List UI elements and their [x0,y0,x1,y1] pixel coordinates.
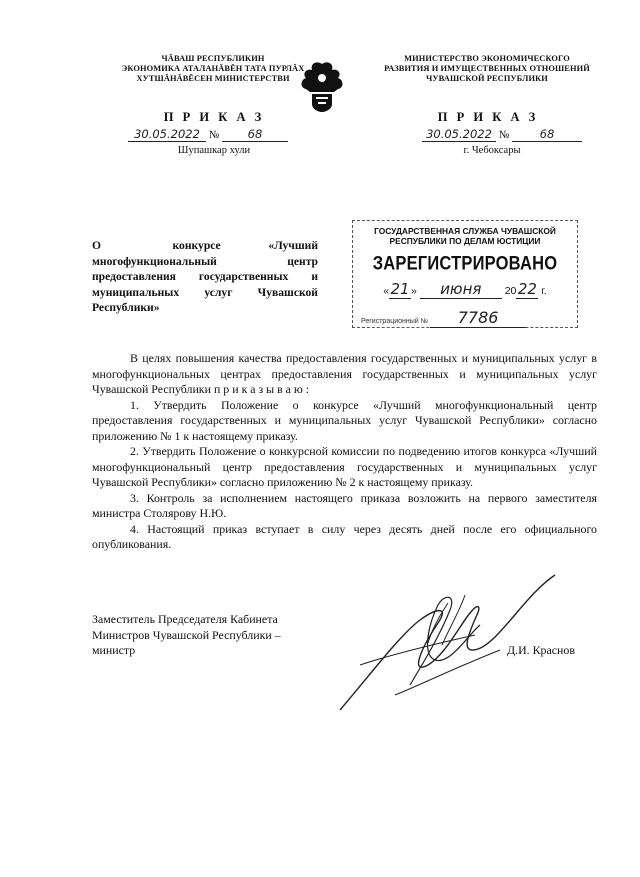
signer-name: Д.И. Краснов [507,643,575,657]
order-title-right: П Р И К А З [437,110,539,124]
order-date-right: 30.05.2022 [422,127,496,142]
stamp-year-prefix: 20 [504,285,517,297]
subject-line: Республики» [92,301,160,314]
subject-line: муниципальных услуг Чувашской [92,285,318,299]
signer-position-line: Министров Чувашской Республики – [92,627,281,642]
preamble-text: В целях повышения качества предоставления государственных и муниципальных услуг в многофункциональных центрах предоставления государственных и муниципальных услуг Чувашской Республики [92,351,597,396]
handwritten-signature [300,565,560,715]
signer-position-line: министр [92,643,136,657]
body-item: 1. Утвердить Положение о конкурсе «Лучший многофункциональный центр предоставления государственных и муниципальных услуг Чувашской Республики» согласно приложению № 1 к настоящему приказу. [92,397,597,443]
signer-position [92,612,281,659]
order-place-right: г. Чебоксары [463,145,521,156]
stamp-registered: ЗАРЕГИСТРИРОВАНО [372,253,558,275]
body-item: 2. Утвердить Положение о конкурсной комиссии по подведению итогов конкурса «Лучший многофункциональный центр предоставления государственных и муниципальных услуг Чувашской Республики» согласно приложению № 2 к настоящему приказу. [92,444,597,489]
registration-stamp [352,220,578,328]
body-paragraph [92,351,597,398]
header-left-block [98,54,328,84]
body-item: 4. Настоящий приказ вступает в силу через десять дней после его официального опубликования. [92,521,597,551]
stamp-reg-label: Регистрационный № [361,318,429,325]
stamp-year-suffix: 22 [517,280,537,298]
stamp-reg-line [353,308,577,328]
header-left-line: ХУТШĂНĂВĔСЕН МИНИСТЕРСТВИ [136,74,290,83]
chuvash-emblem-icon [296,58,348,114]
order-number-right: 68 [512,127,582,142]
stamp-month: июня [420,280,502,299]
order-subject [92,238,318,316]
header-left-line: ЭКОНОМИКА АТАЛАНĂВĔН ТАТА ПУРЛĂХ [121,64,305,73]
order-title-left: П Р И К А З [163,110,265,124]
header-left-line: ЧĂВАШ РЕСПУБЛИКИН [161,54,265,63]
signer-position-line: Заместитель Председателя Кабинета [92,612,278,626]
subject-line: предоставления государственных и [92,270,318,283]
stamp-date-line: «21» июня 2022 г. [383,280,547,298]
order-number-left: 68 [222,127,288,142]
subject-line: многофункциональный центр [92,254,318,268]
number-sign-right: № [498,129,510,141]
header-right-line: РАЗВИТИЯ И ИМУЩЕСТВЕННЫХ ОТНОШЕНИЙ [384,64,590,73]
stamp-header-line: РЕСПУБЛИКИ ПО ДЕЛАМ ЮСТИЦИИ [389,236,541,246]
subject-line: О конкурсе «Лучший [92,239,318,252]
stamp-year-unit: г. [541,285,547,297]
stamp-day: 21 [390,280,410,298]
stamp-reg-number: 7786 [430,308,526,328]
number-sign-left: № [208,129,220,141]
header-right-line: ЧУВАШСКОЙ РЕСПУБЛИКИ [426,74,548,83]
body-item: 3. Контроль за исполнением настоящего приказа возложить на первого заместителя министра Столярову Н.Ю. [92,490,597,520]
stamp-header [353,226,577,246]
order-date-left: 30.05.2022 [128,127,206,142]
order-number-line-left [128,127,288,143]
header-right-block [372,54,602,84]
order-body [92,351,597,553]
order-word: приказываю: [213,382,313,396]
header-right-line: МИНИСТЕРСТВО ЭКОНОМИЧЕСКОГО [404,54,570,63]
stamp-header-line: ГОСУДАРСТВЕННАЯ СЛУЖБА ЧУВАШСКОЙ [374,226,556,236]
order-place-left: Шупашкар хули [177,145,251,156]
order-number-line-right [422,127,582,143]
